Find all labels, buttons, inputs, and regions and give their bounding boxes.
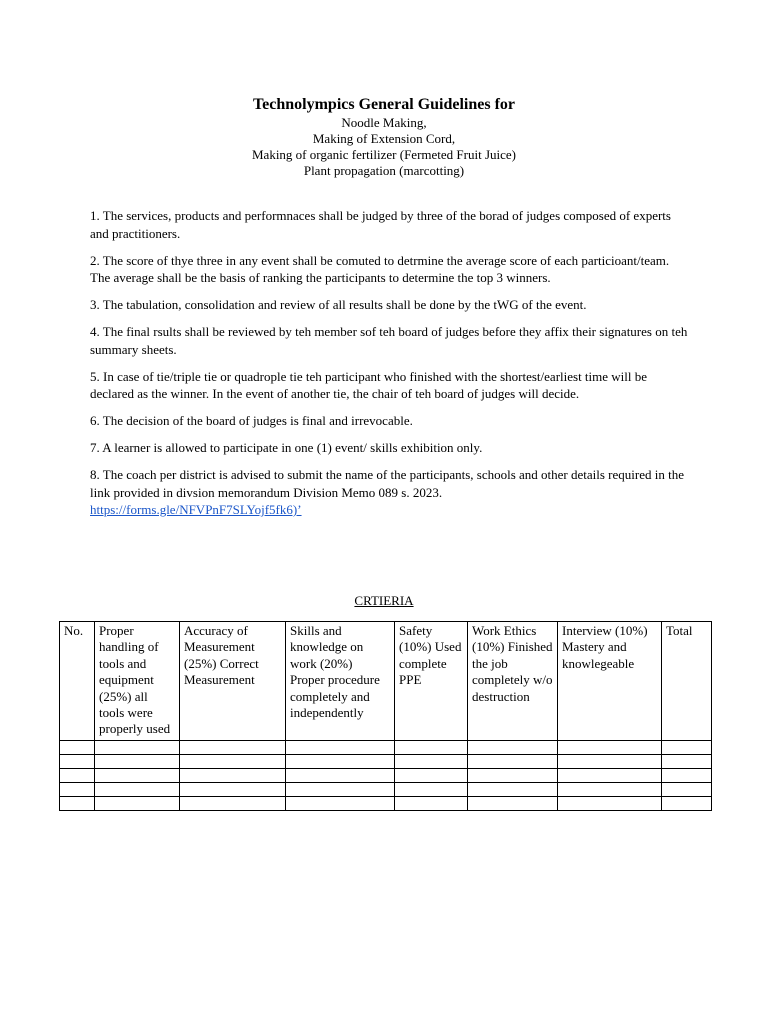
- table-cell[interactable]: [180, 754, 286, 768]
- column-header-safety: Safety (10%) Used complete PPE: [395, 622, 468, 741]
- guideline-1: 1. The services, products and performnaces shall be judged by three of the borad of judges composed of experts and practitioners.: [90, 208, 671, 241]
- column-header-no: No.: [60, 622, 95, 741]
- table-cell[interactable]: [468, 782, 558, 796]
- table-cell[interactable]: [180, 740, 286, 754]
- column-header-skills-knowledge: Skills and knowledge on work (20%) Proper procedure completely and independently: [286, 622, 395, 741]
- event-organic-fertilizer: Making of organic fertilizer (Fermeted Fruit Juice): [251, 147, 516, 162]
- table-cell[interactable]: [558, 768, 662, 782]
- table-cell[interactable]: [558, 754, 662, 768]
- table-cell[interactable]: [395, 754, 468, 768]
- criteria-table: [59, 621, 712, 811]
- column-header-work-ethics: Work Ethics (10%) Finished the job completely w/o destruction: [468, 622, 558, 741]
- table-cell[interactable]: [60, 754, 95, 768]
- table-cell[interactable]: [395, 768, 468, 782]
- table-cell[interactable]: [95, 754, 180, 768]
- table-cell[interactable]: [662, 796, 712, 810]
- table-cell[interactable]: [468, 754, 558, 768]
- table-cell[interactable]: [95, 796, 180, 810]
- guideline-8-text: 8. The coach per district is advised to submit the name of the participants, schools and other details required in the link provided in divsion memorandum Division Memo 089 s. 2023.: [90, 467, 684, 500]
- table-cell[interactable]: [662, 754, 712, 768]
- criteria-heading: CRTIERIA: [354, 593, 414, 608]
- column-header-interview: Interview (10%) Mastery and knowlegeable: [558, 622, 662, 741]
- table-cell[interactable]: [180, 782, 286, 796]
- table-cell[interactable]: [60, 796, 95, 810]
- table-row: [60, 768, 712, 782]
- table-cell[interactable]: [60, 782, 95, 796]
- column-header-total: Total: [662, 622, 712, 741]
- table-cell[interactable]: [662, 782, 712, 796]
- guideline-4: 4. The final rsults shall be reviewed by teh member sof teh board of judges before they affix their signatures on teh summary sheets.: [90, 324, 688, 357]
- guidelines-list: [90, 207, 690, 519]
- table-cell[interactable]: [95, 782, 180, 796]
- table-cell[interactable]: [395, 740, 468, 754]
- table-cell[interactable]: [95, 768, 180, 782]
- table-cell[interactable]: [286, 740, 395, 754]
- guideline-3: 3. The tabulation, consolidation and review of all results shall be done by the tWG of the event.: [90, 297, 587, 312]
- criteria-table-body: [60, 740, 712, 810]
- table-cell[interactable]: [286, 754, 395, 768]
- column-header-tools-handling: Proper handling of tools and equipment (25%) all tools were properly used: [95, 622, 180, 741]
- table-cell[interactable]: [468, 796, 558, 810]
- table-row: [60, 740, 712, 754]
- event-extension-cord: Making of Extension Cord,: [312, 131, 456, 146]
- table-cell[interactable]: [286, 768, 395, 782]
- table-cell[interactable]: [60, 740, 95, 754]
- guideline-2: 2. The score of thye three in any event shall be comuted to detrmine the average score of each particioant/team. The average shall be the basis of ranking the participants to determine the top 3 winners.: [90, 252, 670, 285]
- column-header-measurement-accuracy: Accuracy of Measurement (25%) Correct Measurement: [180, 622, 286, 741]
- table-cell[interactable]: [468, 740, 558, 754]
- table-cell[interactable]: [558, 740, 662, 754]
- document-title: Technolympics General Guidelines for: [252, 96, 516, 113]
- document-header: [0, 95, 768, 179]
- registration-form-link[interactable]: https://forms.gle/NFVPnF7SLYojf5fk6)’: [90, 502, 302, 517]
- table-cell[interactable]: [395, 796, 468, 810]
- table-cell[interactable]: [468, 768, 558, 782]
- table-cell[interactable]: [286, 796, 395, 810]
- table-row: [60, 754, 712, 768]
- guideline-7: 7. A learner is allowed to participate in one (1) event/ skills exhibition only.: [90, 440, 483, 455]
- table-cell[interactable]: [286, 782, 395, 796]
- table-cell[interactable]: [662, 768, 712, 782]
- guideline-5: 5. In case of tie/triple tie or quadrople tie teh participant who finished with the shortest/earliest time will be declared as the winner. In the event of another tie, the chair of teh board of judges will decide.: [90, 368, 648, 401]
- table-cell[interactable]: [662, 740, 712, 754]
- guideline-6: 6. The decision of the board of judges is final and irrevocable.: [90, 413, 413, 428]
- criteria-header-row: [60, 622, 712, 741]
- event-plant-propagation: Plant propagation (marcotting): [303, 163, 465, 178]
- table-cell[interactable]: [60, 768, 95, 782]
- table-cell[interactable]: [395, 782, 468, 796]
- guideline-8: [90, 466, 690, 519]
- table-cell[interactable]: [558, 782, 662, 796]
- table-row: [60, 782, 712, 796]
- event-noodle-making: Noodle Making,: [341, 115, 427, 130]
- table-cell[interactable]: [180, 768, 286, 782]
- table-cell[interactable]: [180, 796, 286, 810]
- table-row: [60, 796, 712, 810]
- table-cell[interactable]: [558, 796, 662, 810]
- table-cell[interactable]: [95, 740, 180, 754]
